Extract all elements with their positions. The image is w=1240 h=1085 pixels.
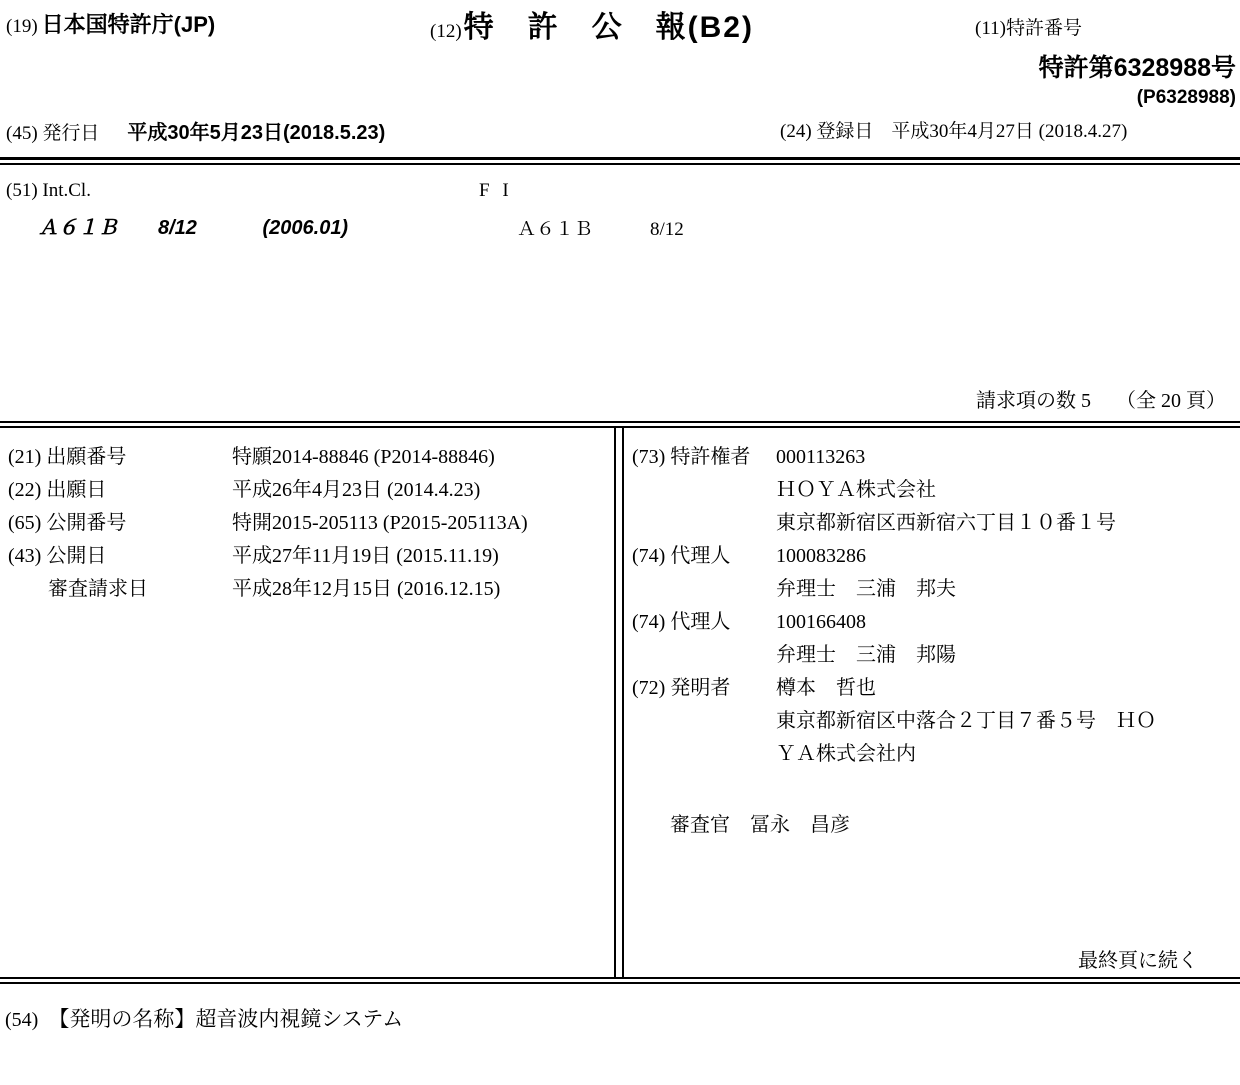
field-label <box>624 639 776 672</box>
fi-entry: Ａ６１Ｂ 8/12 <box>517 219 684 240</box>
continued-on-last-page-note: 最終頁に続く <box>1078 950 1198 972</box>
field-value: 東京都新宿区中落合２丁目７番５号 ＨＯＹＡ株式会社内 <box>776 710 1156 765</box>
table-row <box>624 474 1240 507</box>
field-label <box>624 705 776 771</box>
field-value: 000113263 <box>776 446 866 468</box>
gazette-title-line <box>430 2 754 46</box>
field-value: 平成28年12月15日 (2016.12.15) <box>232 578 501 600</box>
registration-date-line <box>780 116 1127 143</box>
intcl-label: (51) Int.Cl. <box>6 180 91 201</box>
examiner-line: 審査官 冨永 昌彦 <box>670 814 850 836</box>
patent-number-label: (11)特許番号 <box>975 18 1082 39</box>
table-row <box>0 573 614 606</box>
issue-date-line <box>6 116 385 145</box>
table-row <box>624 573 1240 606</box>
field-value: 東京都新宿区西新宿六丁目１０番１号 <box>776 512 1116 534</box>
field-label: (74) 代理人 <box>632 545 731 567</box>
field-value: ＨＯＹＡ株式会社 <box>776 479 936 501</box>
table-row <box>0 540 614 573</box>
fi-label: F I <box>479 180 513 201</box>
table-row <box>624 639 1240 672</box>
field-label: (73) 特許権者 <box>632 446 751 468</box>
table-row <box>624 606 1240 639</box>
biblio-left-cell <box>0 428 616 977</box>
header-divider-rule <box>0 157 1240 165</box>
table-row <box>624 540 1240 573</box>
issuing-office-name: 日本国特許庁(JP) <box>41 12 216 37</box>
table-row <box>624 672 1240 705</box>
biblio-top-rule <box>0 421 1240 428</box>
field-value: 100166408 <box>776 611 866 633</box>
field-label <box>624 507 776 540</box>
issue-date: 平成30年5月23日(2018.5.23) <box>127 122 386 144</box>
field-value: 樽本 哲也 <box>776 677 876 699</box>
table-row <box>0 507 614 540</box>
registration-date-label: (24) 登録日 <box>780 121 874 142</box>
field-label: (72) 発明者 <box>632 677 731 699</box>
issuing-office-line <box>6 8 215 39</box>
table-row <box>0 474 614 507</box>
patent-number: 特許第6328988号 <box>1038 54 1236 82</box>
intcl-entry: Ａ６１Ｂ 8/12 (2006.01) <box>38 217 349 239</box>
field-value: 平成26年4月23日 (2014.4.23) <box>232 479 481 501</box>
field-label: (65) 公開番号 <box>8 512 127 534</box>
field-label: 審査請求日 <box>48 578 148 600</box>
field-value: 特願2014-88846 (P2014-88846) <box>232 446 495 468</box>
field-label: (74) 代理人 <box>632 611 731 633</box>
table-row <box>0 441 614 474</box>
field-label <box>624 474 776 507</box>
invention-title: 【発明の名称】超音波内視鏡システム <box>48 1008 404 1031</box>
field-label: (43) 公開日 <box>8 545 107 567</box>
field-value: 平成27年11月19日 (2015.11.19) <box>232 545 499 567</box>
kind-code-12: (12) <box>430 21 462 42</box>
invention-title-line <box>5 1003 403 1033</box>
field-value: 特開2015-205113 (P2015-205113A) <box>232 512 528 534</box>
issue-date-label: (45) 発行日 <box>6 123 100 144</box>
kind-code-19: (19) <box>6 16 38 37</box>
table-row <box>624 441 1240 474</box>
kind-code-54: (54) <box>5 1009 39 1031</box>
table-row <box>624 705 1240 771</box>
gazette-title: 特 許 公 報(B2) <box>463 11 754 44</box>
claims-count-note: 請求項の数 5 （全 20 頁） <box>976 390 1226 412</box>
biblio-right-cell <box>622 428 1240 977</box>
field-label: (21) 出願番号 <box>8 446 127 468</box>
registration-date: 平成30年4月27日 (2018.4.27) <box>891 121 1128 142</box>
biblio-bottom-rule <box>0 977 1240 984</box>
field-label: (22) 出願日 <box>8 479 107 501</box>
field-value: 弁理士 三浦 邦陽 <box>776 644 956 666</box>
table-row <box>624 507 1240 540</box>
field-value: 弁理士 三浦 邦夫 <box>776 578 956 600</box>
field-label <box>624 573 776 606</box>
patent-number-paren: (P6328988) <box>1136 87 1236 108</box>
field-value: 100083286 <box>776 545 866 567</box>
